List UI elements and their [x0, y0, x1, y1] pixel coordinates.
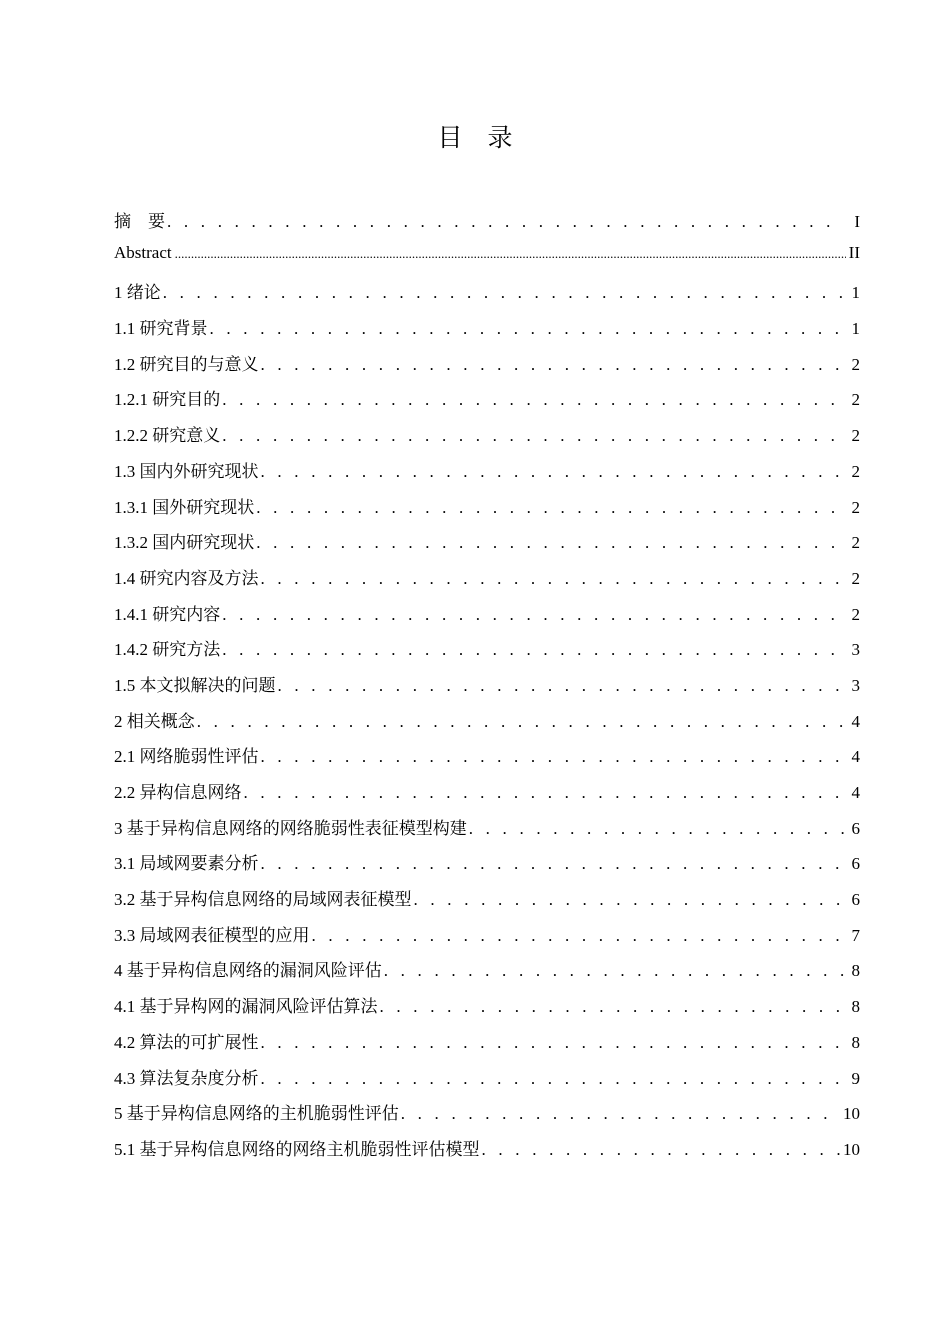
toc-entry-label: 1.2.2 研究意义: [114, 426, 221, 446]
toc-leader-dots: [175, 243, 846, 263]
toc-entry-page: 2: [851, 426, 860, 446]
toc-entry-label: 3.3 局域网表征模型的应用: [114, 925, 310, 945]
toc-entry[interactable]: [114, 421, 860, 457]
toc-entry-page: 2: [851, 390, 860, 410]
toc-entry-label: 2.1 网络脆弱性评估: [114, 747, 259, 767]
toc-entry[interactable]: [114, 457, 860, 493]
toc-entry[interactable]: [114, 849, 860, 885]
toc-entry-label: 3.1 局域网要素分析: [114, 854, 259, 874]
toc-entry-label: 5 基于异构信息网络的主机脆弱性评估: [114, 1104, 399, 1124]
toc-entry[interactable]: [114, 493, 860, 529]
toc-leader-dots: [261, 355, 849, 375]
toc-entry[interactable]: [114, 635, 860, 671]
toc-leader-dots: [261, 462, 849, 482]
toc-entry-page: 6: [851, 890, 860, 910]
toc-entry[interactable]: [114, 885, 860, 921]
toc-leader-dots: [197, 712, 848, 732]
toc-entry[interactable]: [114, 671, 860, 707]
toc-entry-page: 1: [851, 319, 860, 339]
toc-leader-dots: [222, 640, 848, 660]
toc-entry-page: 2: [851, 354, 860, 374]
toc-entry-page: 4: [851, 783, 860, 802]
toc-leader-dots: [163, 283, 848, 303]
toc-entry-label: 2 相关概念: [114, 711, 195, 731]
toc-entry-page: 6: [851, 818, 860, 838]
toc-entry-label: 1.4.2 研究方法: [114, 640, 221, 660]
toc-leader-dots: [261, 1069, 849, 1089]
toc-entry-page: 9: [851, 1068, 860, 1088]
toc-leader-dots: [261, 854, 849, 874]
toc-leader-dots: [167, 212, 840, 232]
table-of-contents: [114, 207, 860, 1171]
toc-leader-dots: [278, 676, 849, 696]
page-title: 目 录: [437, 123, 513, 152]
toc-entry-page: 7: [851, 925, 860, 945]
toc-leader-dots: [210, 319, 849, 339]
toc-entry[interactable]: [114, 707, 860, 743]
toc-entry-page: I: [854, 212, 860, 231]
toc-entry-page: 2: [851, 497, 860, 517]
toc-entry[interactable]: [114, 207, 860, 243]
toc-entry-label: Abstract: [114, 242, 172, 262]
toc-entry-label: 1.2.1 研究目的: [114, 390, 221, 410]
toc-leader-dots: [244, 783, 849, 803]
toc-leader-dots: [222, 426, 848, 446]
toc-entry[interactable]: [114, 350, 860, 386]
toc-leader-dots: [482, 1140, 842, 1160]
toc-entry-page: 3: [851, 675, 860, 695]
toc-entry-page: 4: [851, 747, 860, 767]
toc-entry[interactable]: [114, 1064, 860, 1100]
toc-entry-page: 8: [851, 961, 860, 981]
toc-leader-dots: [222, 605, 848, 625]
toc-entry-label: 摘 要: [114, 212, 165, 231]
toc-leader-dots: [384, 961, 848, 981]
toc-entry[interactable]: [114, 278, 860, 314]
toc-entry[interactable]: [114, 956, 860, 992]
toc-entry-label: 3.2 基于异构信息网络的局域网表征模型: [114, 890, 412, 910]
toc-entry-label: 2.2 异构信息网络: [114, 783, 242, 802]
toc-entry[interactable]: [114, 385, 860, 421]
toc-entry-page: 4: [851, 711, 860, 731]
toc-leader-dots: [261, 1033, 849, 1053]
toc-entry[interactable]: [114, 742, 860, 778]
toc-entry-label: 1.3 国内外研究现状: [114, 461, 259, 481]
toc-entry[interactable]: [114, 564, 860, 600]
toc-entry-label: 4.2 算法的可扩展性: [114, 1032, 259, 1052]
toc-leader-dots: [261, 569, 849, 589]
toc-entry[interactable]: [114, 1135, 860, 1171]
toc-entry-page: 2: [851, 568, 860, 588]
toc-entry-label: 4.3 算法复杂度分析: [114, 1068, 259, 1088]
toc-entry[interactable]: [114, 314, 860, 350]
toc-leader-dots: [222, 390, 848, 410]
toc-entry[interactable]: [114, 992, 860, 1028]
toc-leader-dots: [401, 1104, 841, 1124]
toc-entry[interactable]: [114, 243, 860, 279]
toc-entry-page: 10: [843, 1104, 860, 1124]
toc-leader-dots: [261, 747, 849, 767]
toc-entry-page: II: [848, 242, 860, 262]
toc-entry[interactable]: [114, 1099, 860, 1135]
toc-leader-dots: [256, 533, 848, 553]
toc-entry[interactable]: [114, 1028, 860, 1064]
toc-entry-label: 1.3.1 国外研究现状: [114, 497, 255, 517]
toc-leader-dots: [380, 997, 849, 1017]
toc-entry-label: 1.5 本文拟解决的问题: [114, 675, 276, 695]
toc-entry-page: 2: [851, 533, 860, 553]
toc-entry-label: 5.1 基于异构信息网络的网络主机脆弱性评估模型: [114, 1139, 480, 1159]
toc-entry-page: 3: [851, 640, 860, 660]
toc-leader-dots: [312, 926, 849, 946]
toc-leader-dots: [256, 498, 848, 518]
toc-entry-label: 1.4 研究内容及方法: [114, 568, 259, 588]
toc-entry-label: 1.1 研究背景: [114, 319, 208, 339]
toc-entry-label: 1.2 研究目的与意义: [114, 354, 259, 374]
toc-entry-label: 1 绪论: [114, 283, 161, 303]
toc-entry-label: 1.3.2 国内研究现状: [114, 533, 255, 553]
toc-entry-label: 4.1 基于异构网的漏洞风险评估算法: [114, 997, 378, 1017]
toc-leader-dots: [469, 819, 848, 839]
toc-entry-page: 10: [843, 1139, 860, 1159]
toc-entry[interactable]: [114, 778, 860, 814]
toc-entry[interactable]: [114, 921, 860, 957]
toc-entry-page: 2: [851, 461, 860, 481]
toc-entry[interactable]: [114, 528, 860, 564]
toc-entry[interactable]: [114, 600, 860, 636]
toc-entry-label: 3 基于异构信息网络的网络脆弱性表征模型构建: [114, 818, 467, 838]
toc-entry-label: 1.4.1 研究内容: [114, 604, 221, 624]
toc-entry-page: 6: [851, 854, 860, 874]
toc-leader-dots: [414, 890, 849, 910]
toc-entry[interactable]: [114, 814, 860, 850]
toc-entry-page: 1: [851, 283, 860, 303]
toc-entry-page: 8: [851, 1032, 860, 1052]
toc-entry-page: 8: [851, 997, 860, 1017]
toc-entry-page: 2: [851, 604, 860, 624]
toc-entry-label: 4 基于异构信息网络的漏洞风险评估: [114, 961, 382, 981]
